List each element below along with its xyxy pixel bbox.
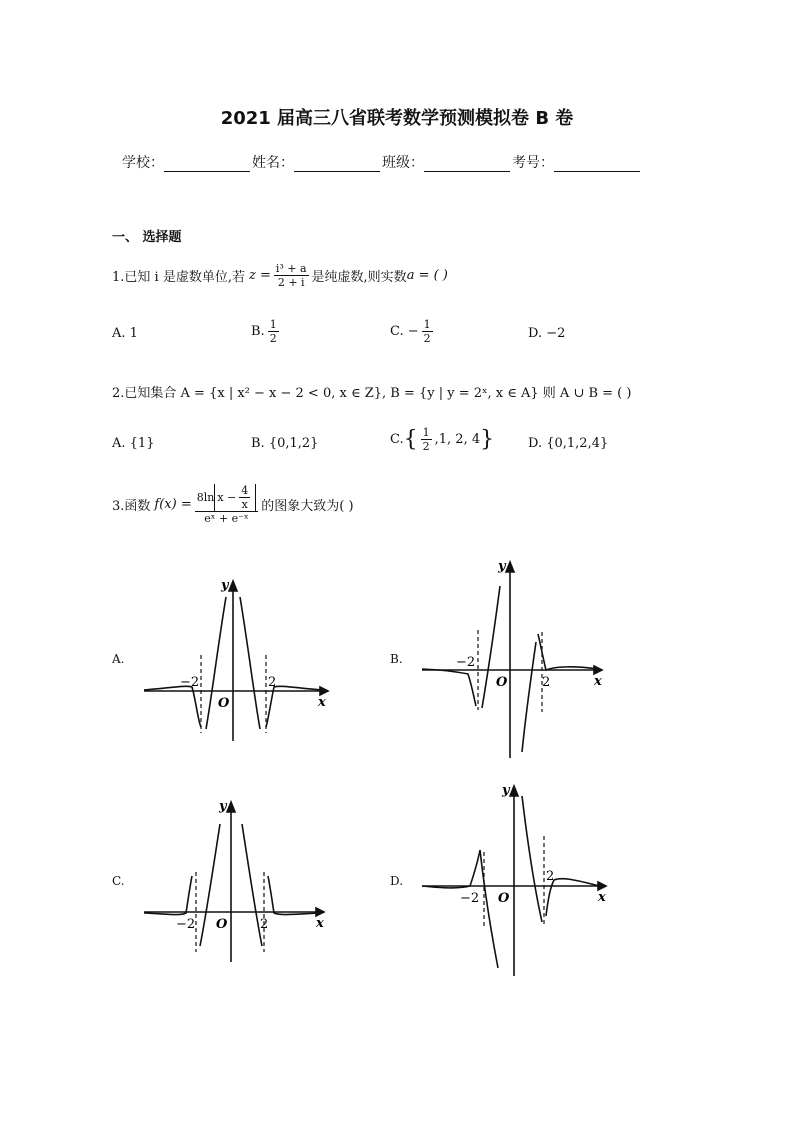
q2-option-a[interactable]: A. {1} [112,436,155,451]
q3-frac-den: eˣ + e⁻ˣ [204,512,249,526]
graph-c-curve-1 [144,876,192,915]
name-blank[interactable] [294,157,380,172]
q1-suffix: 是纯虚数,则实数 [311,270,407,286]
q1-lhs: z = [248,268,271,284]
graph-b[interactable] [418,552,618,762]
q1-ask: a = ( ) [406,268,448,284]
q2-option-c-rest: ,1, 2, 4 [434,432,481,448]
page-title: 2021 届高三八省联考数学预测模拟卷 B 卷 [220,108,574,129]
graph-c-neg-label: −2 [176,917,196,932]
q1-option-c-letter: C. − [390,324,419,340]
q3-option-b-label[interactable]: B. [390,652,403,666]
q2-option-c-fraction [421,426,432,453]
q2-option-c-letter: C. [390,432,404,448]
exam-number-blank[interactable] [554,157,640,172]
right-brace-glyph: } [480,426,495,452]
q1-prefix: 1.已知 i 是虚数单位,若 [112,270,245,286]
student-info-row [122,152,642,172]
graph-d-pos-label: 2 [546,869,555,884]
q1-option-b-den: 2 [269,332,277,346]
q1-option-b[interactable] [251,318,282,345]
graph-a-pos-label: 2 [268,675,277,690]
graph-a-x-arrow [320,687,328,695]
graph-c[interactable] [140,796,340,966]
q1-frac-den: 2 + i [277,276,305,290]
graph-d-neg-label: −2 [460,891,480,906]
graph-c-y-label: y [219,799,227,814]
name-label: 姓名： [252,155,294,171]
graph-d-curve-3 [522,796,542,922]
class-label: 班级： [382,155,424,171]
graph-d-y-label: y [502,783,510,798]
question-2: 2.已知集合 A = {x | x² − x − 2 < 0, x ∈ Z}, B = {y | y = 2ˣ, x ∈ A} 则 A ∪ B = ( ) [112,386,632,401]
q2-option-b[interactable]: B. {0,1,2} [251,436,319,451]
graph-c-curve-4 [268,876,320,915]
q1-option-c-num: 1 [423,318,431,331]
q3-inner-den: x [241,498,248,512]
exam-number-label: 考号： [512,155,554,171]
q3-inner-fraction [239,484,250,511]
graph-b-curve-4 [538,634,598,670]
q3-abs-x: x − [217,491,237,505]
graph-c-y-arrow [227,802,235,812]
graph-c-origin-label: O [216,917,228,932]
graph-b-y-label: y [498,559,506,574]
graph-d-y-arrow [510,786,518,796]
graph-b-x-label: x [594,674,602,689]
graph-d-curve-1 [422,850,480,888]
q2-option-c-den: 2 [422,440,430,454]
q1-option-d[interactable]: D. −2 [528,326,566,341]
graph-d-origin-label: O [498,891,510,906]
school-blank[interactable] [164,157,250,172]
q3-frac-num [195,484,259,512]
graph-a-x-label: x [318,695,326,710]
q1-option-c-fraction [422,318,433,345]
graph-c-x-label: x [316,916,324,931]
q3-option-c-label[interactable]: C. [112,874,125,888]
q3-option-a-label[interactable]: A. [112,652,125,666]
q1-fraction [274,262,309,289]
graph-b-pos-label: 2 [542,675,551,690]
q2-option-d[interactable]: D. {0,1,2,4} [528,436,609,451]
q3-prefix: 3.函数 [112,499,151,515]
graph-b-curve-3 [522,642,536,752]
q3-inner-num: 4 [241,484,249,497]
school-label: 学校： [122,155,164,171]
graph-a-neg-label: −2 [180,675,200,690]
q2-option-c[interactable] [390,426,494,453]
graph-c-x-arrow [316,908,324,916]
graph-a[interactable] [140,575,340,745]
q1-option-b-num: 1 [269,318,277,331]
section-heading: 一、 选择题 [112,230,182,245]
q3-option-d-label[interactable]: D. [390,874,404,888]
q1-option-c-den: 2 [423,332,431,346]
question-3 [112,484,354,526]
graph-b-y-arrow [506,562,514,572]
q3-suffix: 的图象大致为( ) [261,499,354,515]
graph-a-y-arrow [229,581,237,591]
graph-a-curve-1 [144,686,201,727]
q2-option-c-num: 1 [422,426,430,439]
q3-abs [214,484,256,511]
question-1 [112,262,448,289]
graph-b-x-arrow [594,666,602,674]
graph-d-x-label: x [598,890,606,905]
graph-b-neg-label: −2 [456,655,476,670]
graph-a-curve-3 [240,597,260,729]
q1-option-b-fraction [268,318,279,345]
graph-a-curve-4 [266,686,322,727]
q1-option-c[interactable] [390,318,436,345]
class-blank[interactable] [424,157,510,172]
graph-d[interactable] [418,776,618,986]
q1-option-b-letter: B. [251,324,265,340]
graph-d-curve-2 [480,850,498,968]
graph-c-curve-3 [242,824,262,946]
q3-fx: f(x) = [154,497,192,513]
graph-a-origin-label: O [218,696,230,711]
q3-num-ln: 8ln [196,491,215,505]
q1-option-a[interactable]: A. 1 [112,326,138,341]
graph-b-curve-1 [422,669,476,706]
left-brace-glyph: { [403,426,418,452]
q3-fraction [195,484,259,526]
graph-a-y-label: y [221,578,229,593]
graph-d-curve-4 [546,879,600,916]
graph-b-origin-label: O [496,675,508,690]
q1-frac-num: i³ + a [275,262,307,275]
graph-c-pos-label: 2 [260,917,269,932]
